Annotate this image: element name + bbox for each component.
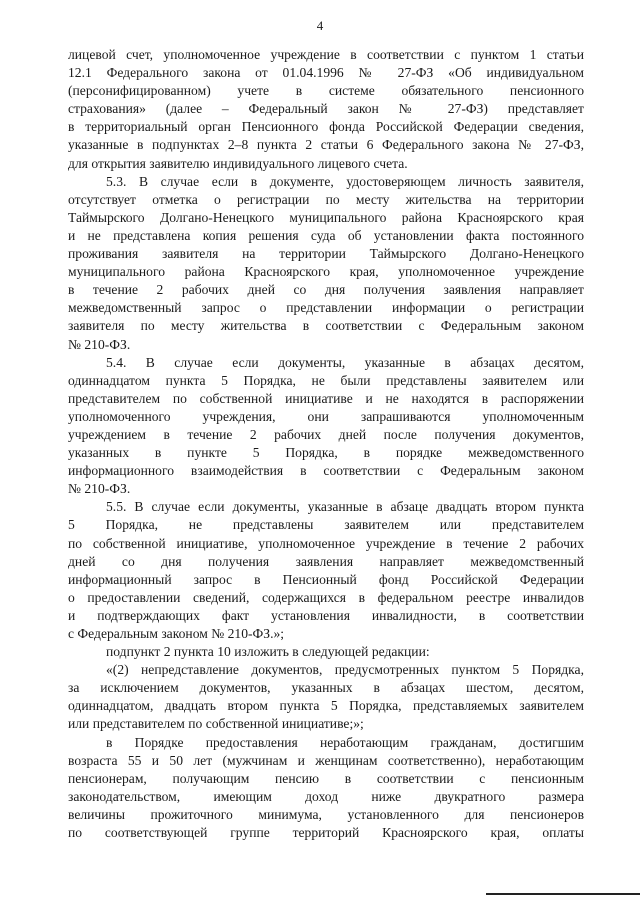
text-line: за исключением документов, указанных в абзацах шестом, десятом, [68, 680, 584, 696]
text-line: «(2) непредставление документов, предусмотренных пунктом 5 Порядка, [106, 662, 584, 678]
text-line: законодательством, имеющим доход ниже двукратного размера [68, 788, 584, 804]
text-line: в Порядке предоставления неработающим гражданам, достигшим [106, 734, 584, 750]
text-line: 5.3. В случае если в документе, удостоверяющем личность заявителя, [106, 173, 584, 189]
text-line: уполномоченного учреждения, они запрашиваются уполномоченным [68, 408, 584, 424]
text-line: учреждением в течение 2 рабочих дней после получения документов, [68, 426, 584, 442]
text-line: информационный запрос в Пенсионный фонд Российской Федерации [68, 571, 584, 587]
text-line: для открытия заявителю индивидуального лицевого счета. [68, 155, 408, 171]
text-line: и не представлена копия решения суда об установлении факта постоянного [68, 227, 584, 243]
text-line: муниципального района Красноярского края, уполномоченное учреждение [68, 264, 584, 280]
text-line: или представителем по собственной инициативе;»; [68, 716, 364, 732]
text-line: 12.1 Федерального закона от 01.04.1996 № 27-ФЗ «Об индивидуальном [68, 65, 584, 81]
body-text [68, 46, 584, 842]
text-line: по собственной инициативе, уполномоченное учреждение в течение 2 рабочих [68, 535, 584, 551]
text-line: проживания заявителя на территории Таймырского Долгано-Ненецкого [68, 246, 584, 262]
text-line: № 210-ФЗ. [68, 481, 131, 497]
text-line: дней со дня получения заявления направляет межведомственный [68, 553, 584, 569]
text-line: и подтверждающих факт установления инвалидности, в соответствии [68, 607, 584, 623]
text-line: 5.4. В случае если документы, указанные в абзацах десятом, [106, 354, 584, 370]
text-line: отсутствует отметка о регистрации по месту жительства на территории [68, 191, 584, 207]
text-line: межведомственный запрос о представлении информации о регистрации [68, 300, 584, 316]
text-line: страхования» (далее – Федеральный закон № 27-ФЗ) представляет [68, 101, 584, 117]
text-line: Таймырского Долгано-Ненецкого муниципального района Красноярского края [68, 209, 584, 225]
text-line: величины прожиточного минимума, установленного для пенсионеров [68, 806, 584, 822]
text-line: с Федеральным законом № 210-ФЗ.»; [68, 626, 285, 641]
text-line: представителем по собственной инициативе и не находятся в распоряжении [68, 390, 584, 406]
text-line: по соответствующей группе территорий Красноярского края, оплаты [68, 825, 584, 841]
text-line: информационного взаимодействия в соответствии с Федеральным законом [68, 463, 584, 479]
text-line: (персонифицированном) учете в системе обязательного пенсионного [68, 83, 584, 99]
page-number: 4 [316, 18, 324, 33]
text-line: о предоставлении сведений, содержащихся в федеральном реестре инвалидов [68, 589, 584, 605]
text-line: в течение 2 рабочих дней со дня получения заявления направляет [68, 282, 584, 298]
text-line: № 210-ФЗ. [68, 336, 131, 352]
text-line: указанных в пункте 5 Порядка, в порядке межведомственного [68, 445, 584, 461]
text-line: подпункт 2 пункта 10 изложить в следующей редакции: [106, 644, 430, 660]
text-line: в территориальный орган Пенсионного фонда Российской Федерации сведения, [68, 119, 584, 135]
text-line: возраста 55 и 50 лет (мужчинам и женщинам соответственно), неработающим [68, 752, 584, 768]
text-line: 5 Порядка, не представлены заявителем или представителем [68, 517, 584, 533]
text-line: 5.5. В случае если документы, указанные в абзаце двадцать втором пункта [106, 499, 584, 515]
text-line: указанные в подпунктах 2–8 пункта 2 статьи 6 Федерального закона № 27-ФЗ, [68, 137, 584, 153]
text-line: лицевой счет, уполномоченное учреждение в соответствии с пунктом 1 статьи [68, 47, 584, 62]
text-line: одиннадцатом, двадцать втором пункта 5 Порядка, представляемых заявителем [68, 698, 584, 714]
text-line: пенсионерам, получающим пенсию в соответствии с пенсионным [68, 770, 584, 786]
footer-rule [486, 893, 640, 895]
text-line: заявителя по месту жительства в соответствии с Федеральным законом [68, 318, 584, 334]
text-line: одиннадцатом пункта 5 Порядка, не были представлены заявителем или [68, 372, 584, 388]
